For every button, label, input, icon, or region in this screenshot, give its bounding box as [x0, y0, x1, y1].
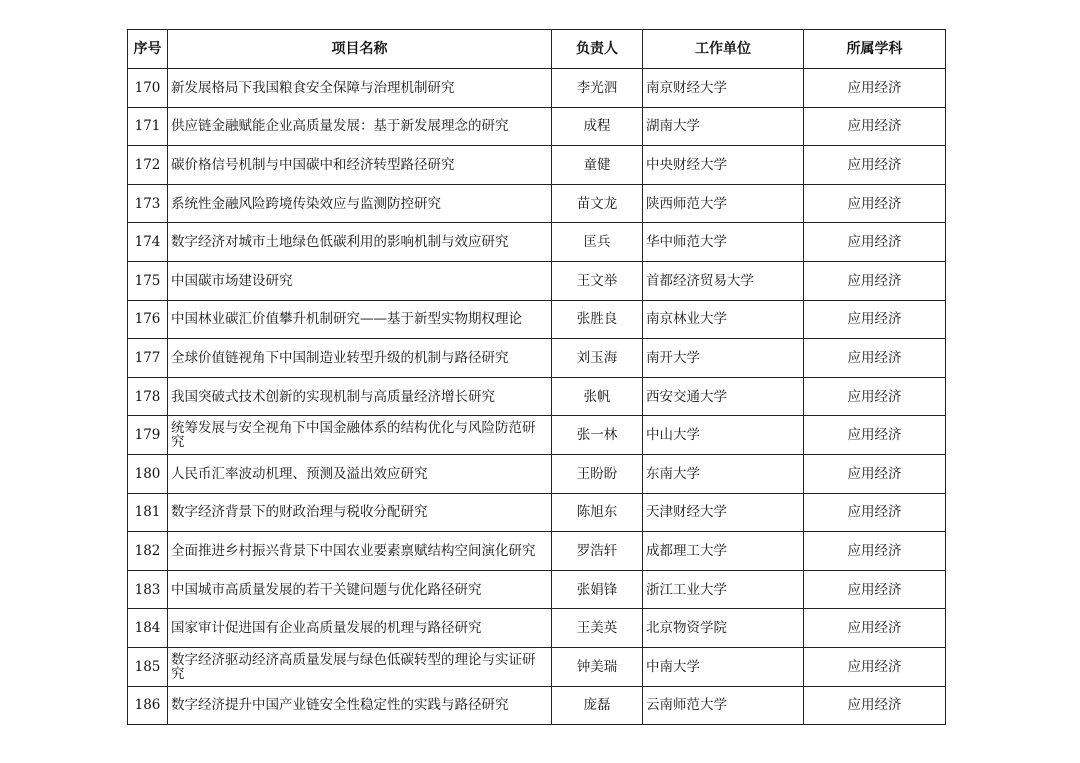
row-no: 185: [128, 647, 168, 686]
table-row: [128, 107, 946, 146]
project-table: [127, 29, 946, 725]
row-no: 170: [128, 69, 168, 108]
row-subject: 应用经济: [804, 647, 946, 686]
row-unit: 云南师范大学: [643, 686, 804, 725]
row-no: 173: [128, 184, 168, 223]
row-person: 张胜良: [552, 300, 643, 339]
row-no: 184: [128, 609, 168, 648]
row-subject: 应用经济: [804, 69, 946, 108]
row-title: 碳价格信号机制与中国碳中和经济转型路径研究: [168, 146, 552, 185]
table-row: [128, 609, 946, 648]
row-title: 新发展格局下我国粮食安全保障与治理机制研究: [168, 69, 552, 108]
row-person: 成程: [552, 107, 643, 146]
row-subject: 应用经济: [804, 377, 946, 416]
row-subject: 应用经济: [804, 300, 946, 339]
table-row: [128, 647, 946, 686]
table-row: [128, 300, 946, 339]
row-subject: 应用经济: [804, 339, 946, 378]
row-subject: 应用经济: [804, 184, 946, 223]
row-person: 张娟锋: [552, 570, 643, 609]
row-subject: 应用经济: [804, 107, 946, 146]
row-person: 王文举: [552, 261, 643, 300]
row-unit: 南京财经大学: [643, 69, 804, 108]
row-subject: 应用经济: [804, 570, 946, 609]
row-no: 174: [128, 223, 168, 262]
row-no: 181: [128, 493, 168, 532]
row-title: 数字经济背景下的财政治理与税收分配研究: [168, 493, 552, 532]
table-row: [128, 339, 946, 378]
header-no: 序号: [128, 30, 168, 69]
table-row: [128, 184, 946, 223]
row-person: 苗文龙: [552, 184, 643, 223]
row-title: 供应链金融赋能企业高质量发展：基于新发展理念的研究: [168, 107, 552, 146]
row-title: 人民币汇率波动机理、预测及溢出效应研究: [168, 454, 552, 493]
row-person: 庞磊: [552, 686, 643, 725]
row-title: 我国突破式技术创新的实现机制与高质量经济增长研究: [168, 377, 552, 416]
row-subject: 应用经济: [804, 532, 946, 571]
row-person: 钟美瑞: [552, 647, 643, 686]
row-unit: 南开大学: [643, 339, 804, 378]
row-title: 系统性金融风险跨境传染效应与监测防控研究: [168, 184, 552, 223]
row-unit: 南京林业大学: [643, 300, 804, 339]
table-row: [128, 454, 946, 493]
table-row: [128, 223, 946, 262]
row-unit: 中央财经大学: [643, 146, 804, 185]
row-no: 186: [128, 686, 168, 725]
row-no: 172: [128, 146, 168, 185]
row-title: 中国碳市场建设研究: [168, 261, 552, 300]
row-title: 数字经济提升中国产业链安全性稳定性的实践与路径研究: [168, 686, 552, 725]
row-unit: 东南大学: [643, 454, 804, 493]
row-person: 王美英: [552, 609, 643, 648]
row-person: 李光泗: [552, 69, 643, 108]
row-no: 177: [128, 339, 168, 378]
row-person: 陈旭东: [552, 493, 643, 532]
row-unit: 中山大学: [643, 416, 804, 455]
row-subject: 应用经济: [804, 223, 946, 262]
table-row: [128, 686, 946, 725]
table-row: [128, 493, 946, 532]
row-unit: 湖南大学: [643, 107, 804, 146]
row-no: 176: [128, 300, 168, 339]
row-no: 180: [128, 454, 168, 493]
header-title: 项目名称: [168, 30, 552, 69]
row-title: 全面推进乡村振兴背景下中国农业要素禀赋结构空间演化研究: [168, 532, 552, 571]
table-row: [128, 416, 946, 455]
row-person: 刘玉海: [552, 339, 643, 378]
row-no: 178: [128, 377, 168, 416]
row-subject: 应用经济: [804, 493, 946, 532]
row-unit: 陕西师范大学: [643, 184, 804, 223]
row-person: 张一林: [552, 416, 643, 455]
row-unit: 中南大学: [643, 647, 804, 686]
row-unit: 浙江工业大学: [643, 570, 804, 609]
row-title: 数字经济对城市土地绿色低碳利用的影响机制与效应研究: [168, 223, 552, 262]
table-row: [128, 69, 946, 108]
row-unit: 华中师范大学: [643, 223, 804, 262]
table-row: [128, 570, 946, 609]
row-no: 175: [128, 261, 168, 300]
header-subject: 所属学科: [804, 30, 946, 69]
row-person: 匡兵: [552, 223, 643, 262]
row-no: 182: [128, 532, 168, 571]
row-unit: 西安交通大学: [643, 377, 804, 416]
row-subject: 应用经济: [804, 146, 946, 185]
table-row: [128, 146, 946, 185]
row-unit: 首都经济贸易大学: [643, 261, 804, 300]
row-unit: 成都理工大学: [643, 532, 804, 571]
row-title: 国家审计促进国有企业高质量发展的机理与路径研究: [168, 609, 552, 648]
row-no: 171: [128, 107, 168, 146]
row-person: 罗浩轩: [552, 532, 643, 571]
row-unit: 天津财经大学: [643, 493, 804, 532]
table-row: [128, 532, 946, 571]
row-title: 中国林业碳汇价值攀升机制研究——基于新型实物期权理论: [168, 300, 552, 339]
row-title: 数字经济驱动经济高质量发展与绿色低碳转型的理论与实证研究: [168, 647, 552, 686]
table-row: [128, 377, 946, 416]
row-subject: 应用经济: [804, 609, 946, 648]
row-person: 张帆: [552, 377, 643, 416]
row-title: 中国城市高质量发展的若干关键问题与优化路径研究: [168, 570, 552, 609]
row-subject: 应用经济: [804, 416, 946, 455]
row-title: 统筹发展与安全视角下中国金融体系的结构优化与风险防范研究: [168, 416, 552, 455]
row-person: 童健: [552, 146, 643, 185]
row-no: 179: [128, 416, 168, 455]
header-person: 负责人: [552, 30, 643, 69]
table-row: [128, 261, 946, 300]
row-no: 183: [128, 570, 168, 609]
row-subject: 应用经济: [804, 454, 946, 493]
row-subject: 应用经济: [804, 261, 946, 300]
header-unit: 工作单位: [643, 30, 804, 69]
row-person: 王盼盼: [552, 454, 643, 493]
table-header-row: [128, 30, 946, 69]
row-subject: 应用经济: [804, 686, 946, 725]
row-title: 全球价值链视角下中国制造业转型升级的机制与路径研究: [168, 339, 552, 378]
row-unit: 北京物资学院: [643, 609, 804, 648]
